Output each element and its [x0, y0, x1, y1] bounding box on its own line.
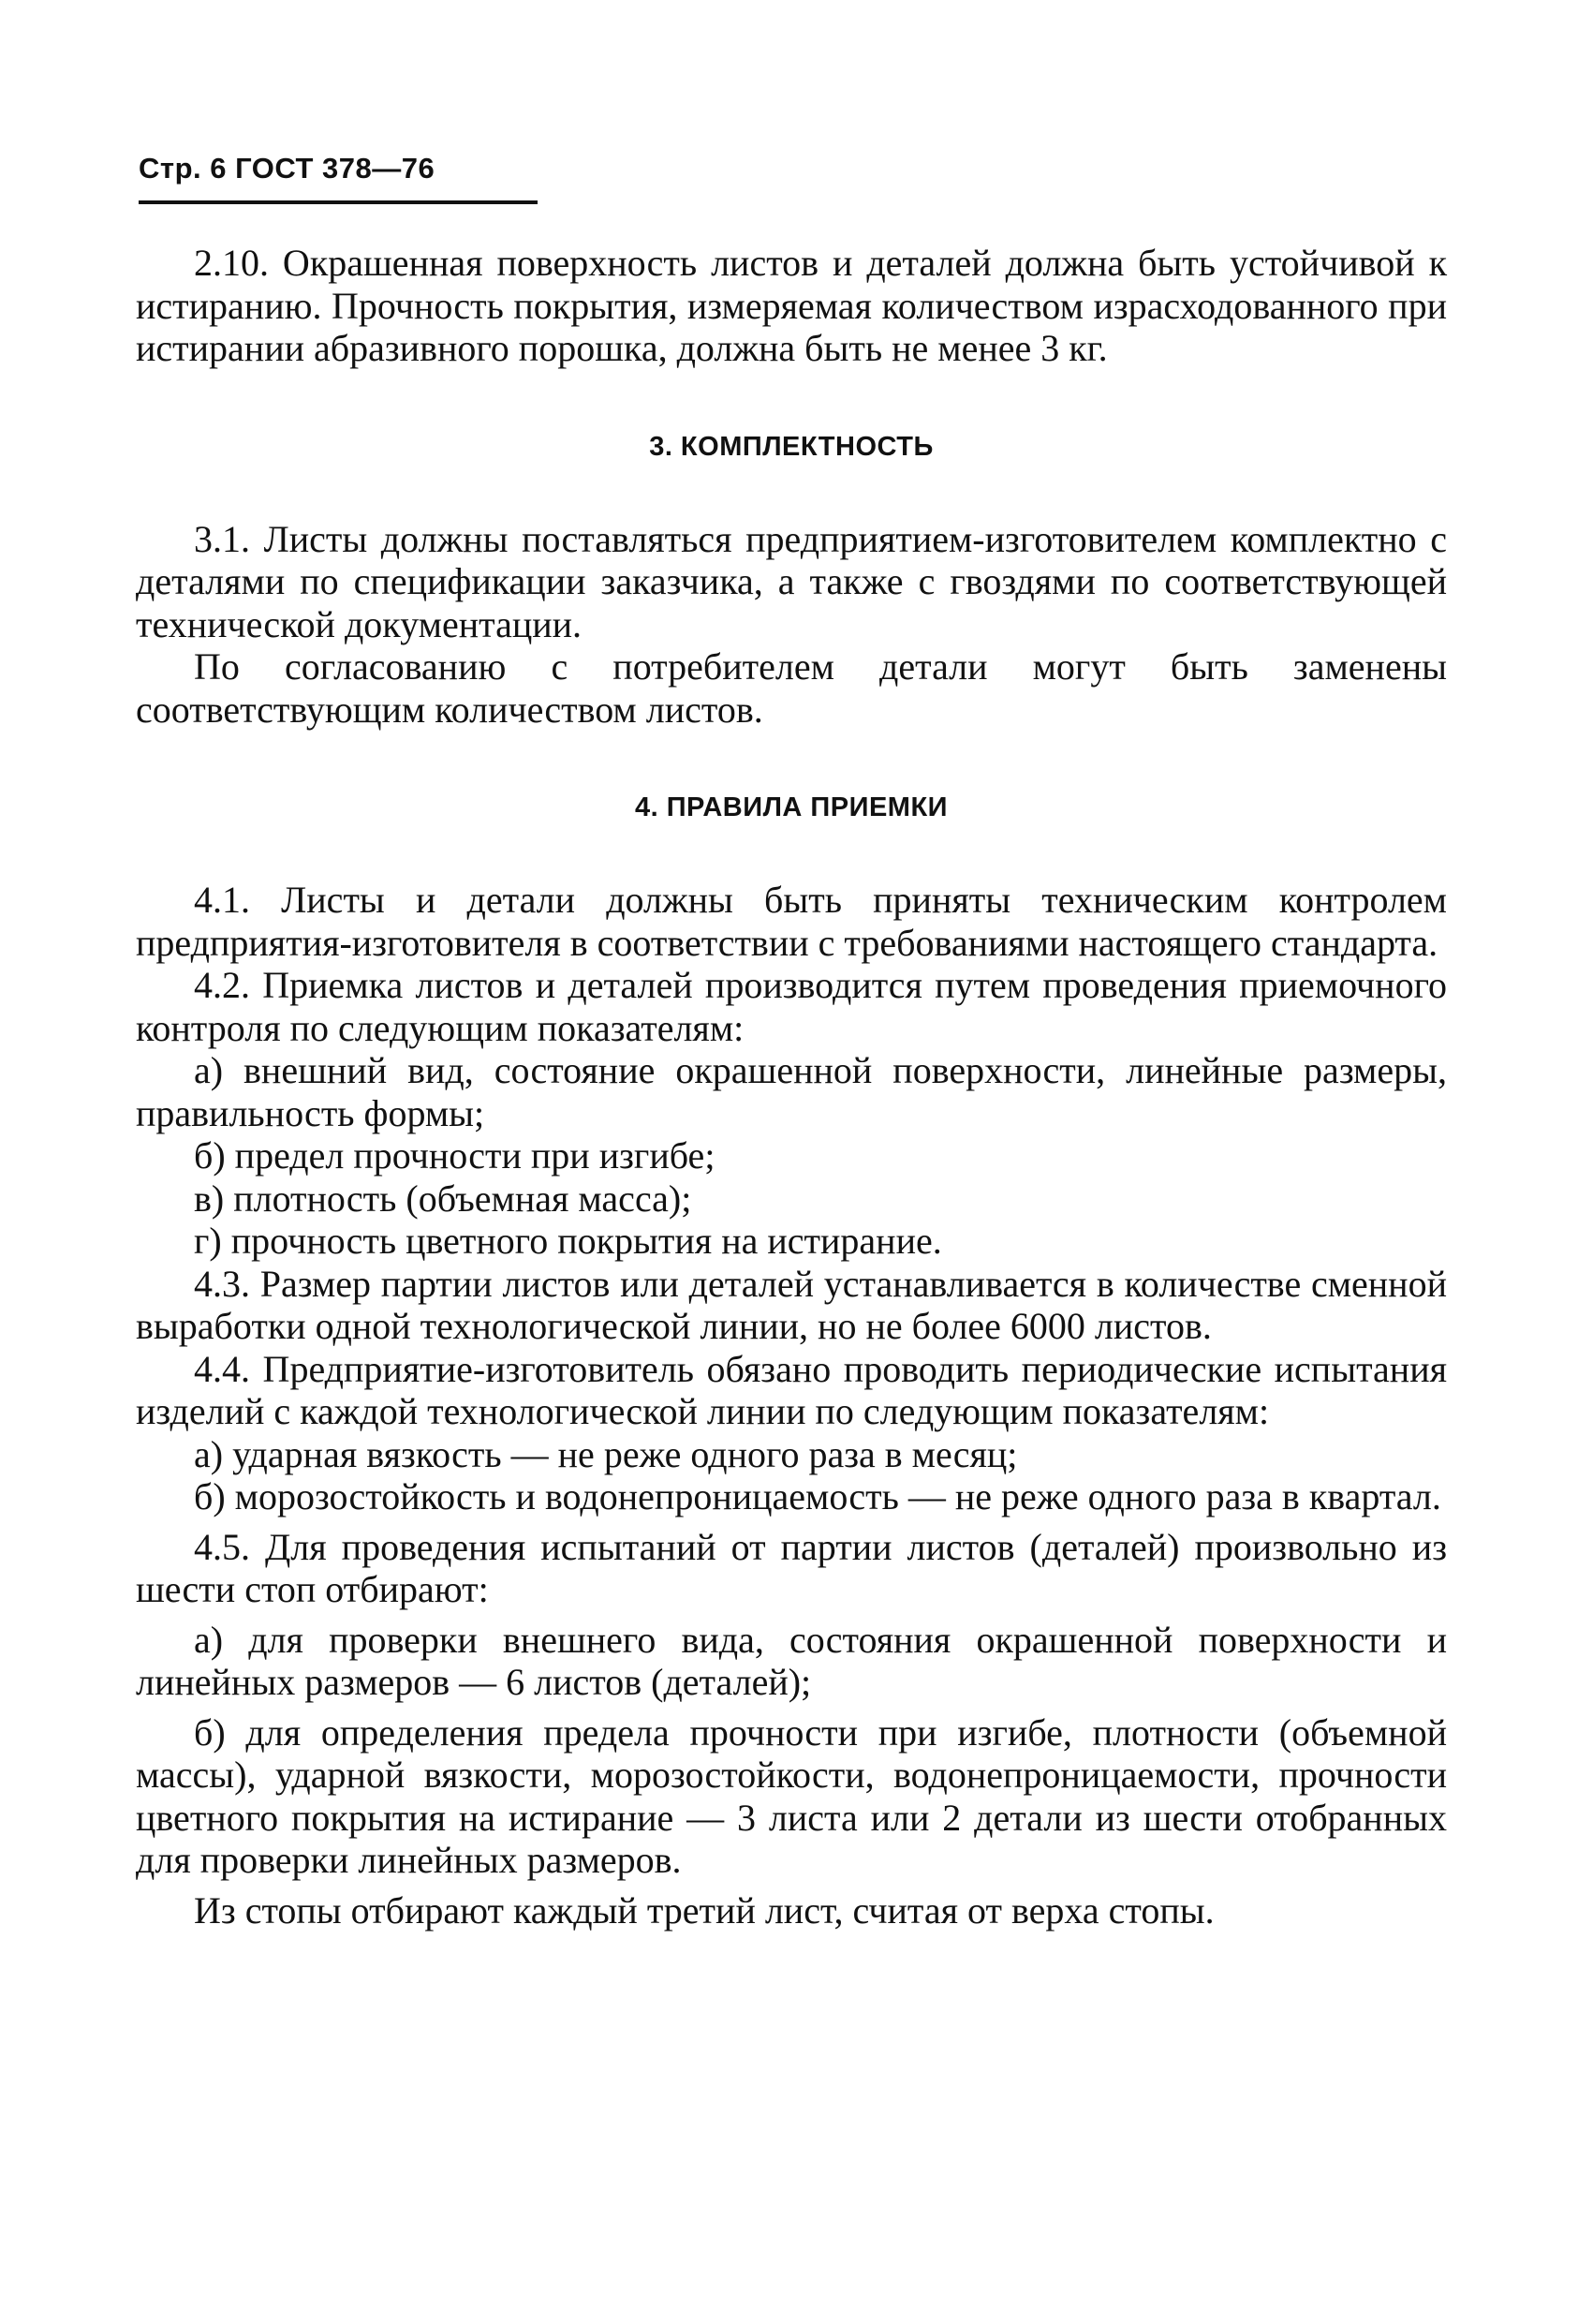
page-label: Стр. 6 ГОСТ 378—76 — [139, 152, 435, 185]
list-item-4-2-v: в) плотность (объемная масса); — [194, 1177, 692, 1220]
paragraph-3-1-b: По согласованию с потребителем детали могут быть заменены соответствующим количеством листов. — [136, 645, 1447, 731]
paragraph-4-2: 4.2. Приемка листов и деталей производится путем проведения приемочного контроля по следующим показателям: — [136, 964, 1447, 1049]
list-item-4-5-a: а) для проверки внешнего вида, состояния окрашенной поверхности и линейных размеров — 6 листов (деталей); — [136, 1618, 1447, 1703]
list-item-4-5-b: б) для определения предела прочности при изгибе, плотности (объемной массы), ударной вязкости, морозостойкости, водонепроницаемости, прочности цветного покрытия на истирание — 3 листа или 2 детали из шести отобранных для проверки линейных размеров. — [136, 1710, 1447, 1881]
list-item-4-2-a: а) внешний вид, состояние окрашенной поверхности, линейные размеры, правильность формы; — [136, 1049, 1447, 1134]
paragraph-4-5-c: Из стопы отбирают каждый третий лист, считая от верха стопы. — [194, 1888, 1215, 1932]
list-item-4-2-g: г) прочность цветного покрытия на истирание. — [194, 1220, 942, 1262]
list-item-4-2-b: б) предел прочности при изгибе; — [194, 1134, 715, 1177]
header-rule — [139, 200, 538, 204]
paragraph-4-3: 4.3. Размер партии листов или деталей устанавливается в количестве сменной выработки одной технологической линии, но не более 6000 листов. — [136, 1262, 1447, 1347]
list-item-4-4-a: а) ударная вязкость — не реже одного раза в месяц; — [194, 1432, 1018, 1475]
paragraph-4-1: 4.1. Листы и детали должны быть приняты техническим контролем предприятия-изготовителя в соответствии с требованиями настоящего стандарта. — [136, 879, 1447, 964]
section-title-4: 4. ПРАВИЛА ПРИЕМКИ — [634, 792, 949, 822]
page-header — [139, 152, 538, 204]
paragraph-3-1: 3.1. Листы должны поставляться предприятием-изготовителем комплектно с деталями по спецификации заказчика, а также с гвоздями по соответствующей технической документации. — [136, 517, 1447, 645]
paragraph-2-10: 2.10. Окрашенная поверхность листов и деталей должна быть устойчивой к истиранию. Прочность покрытия, измеряемая количеством израсходованного при истирании абразивного порошка, должна быть не менее 3 кг. — [136, 242, 1447, 369]
list-item-4-4-b: б) морозостойкость и водонепроницаемость — не реже одного раза в квартал. — [194, 1475, 1441, 1517]
section-title-3: 3. КОМПЛЕКТНОСТЬ — [649, 431, 934, 462]
paragraph-4-5: 4.5. Для проведения испытаний от партии листов (деталей) произвольно из шести стоп отбирают: — [136, 1525, 1447, 1610]
document-body — [136, 242, 1447, 1932]
paragraph-4-4: 4.4. Предприятие-изготовитель обязано проводить периодические испытания изделий с каждой технологической линии по следующим показателям: — [136, 1347, 1447, 1432]
